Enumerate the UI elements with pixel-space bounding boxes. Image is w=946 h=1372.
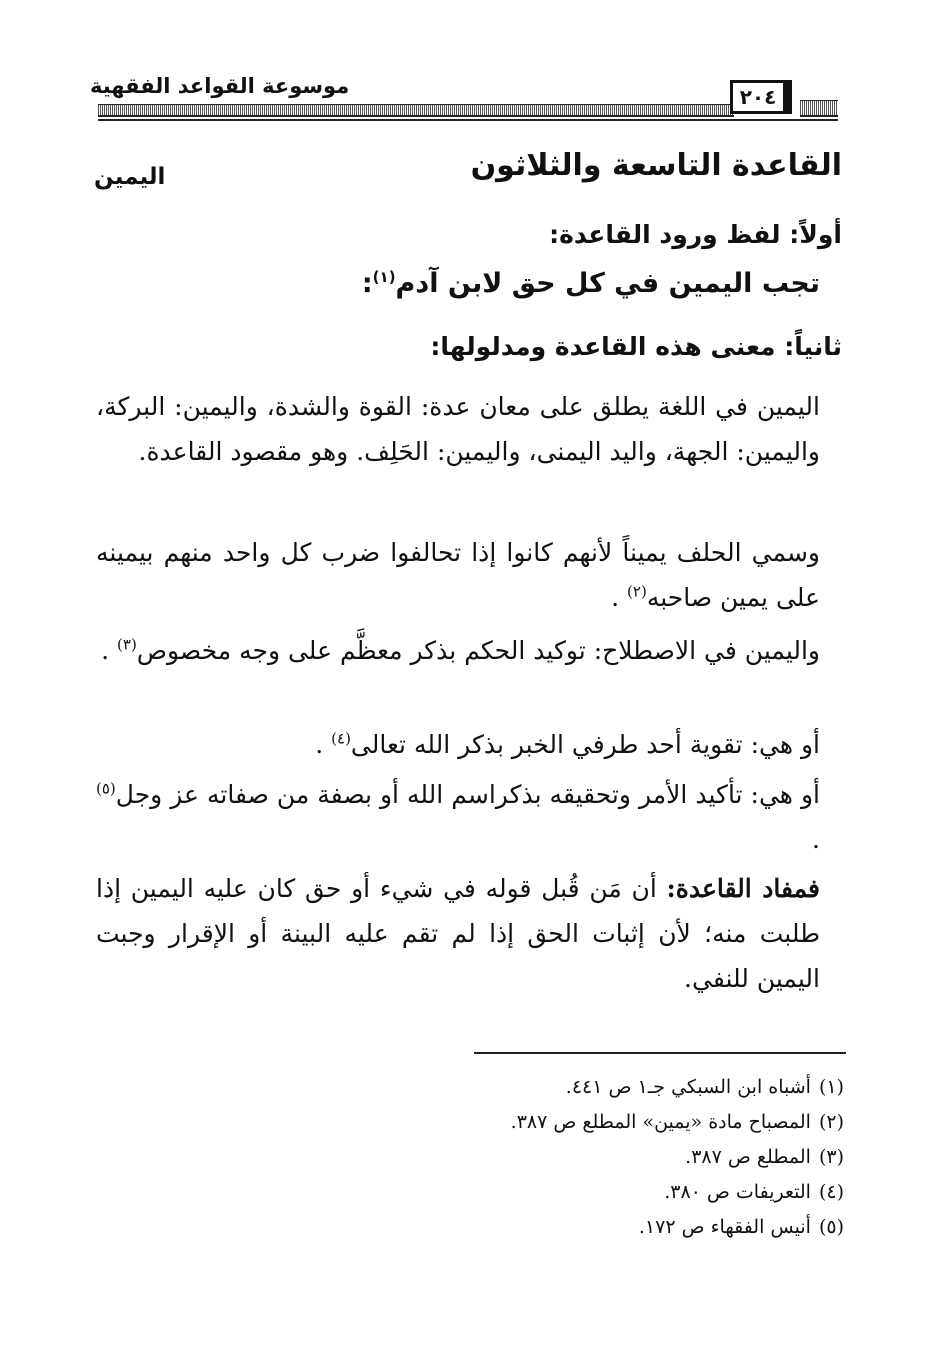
rule-topic: اليمين [94,164,166,190]
paragraph-technical-definition [96,628,820,673]
paragraph-rule-import-lead: فمفاد القاعدة: [666,874,821,903]
footnote-number: (٣) [818,1146,844,1168]
footnote-item [404,1140,844,1175]
footnote-list [404,1070,844,1245]
paragraph-definition-3-end: . [812,825,820,854]
paragraph-naming-end: . [611,583,620,612]
paragraph-definition-2 [96,722,820,767]
footnote-text: المصباح مادة «يمين» المطلع ص ٣٨٧. [510,1111,811,1133]
footnote-ref-3: (٣) [117,635,137,654]
paragraph-rule-import [96,866,820,1001]
footnote-item [404,1175,844,1210]
footnote-number: (٢) [818,1111,844,1133]
header-underline [98,119,838,121]
footnote-text: المطلع ص ٣٨٧. [685,1146,811,1168]
paragraph-definition-3-text: أو هي: تأكيد الأمر وتحقيقه بذكراسم الله أو بصفة من صفاته عز وجل [115,780,820,809]
paragraph-technical-definition-end: . [101,636,110,665]
paragraph-rule-import-text: أن مَن قُبل قوله في شيء أو حق كان عليه اليمين إذا طلبت منه؛ لأن إثبات الحق إذا لم تقم عليه البينة أو الإقرار وجبت اليمين للنفي. [96,874,820,993]
footnote-ref-5: (٥) [96,779,116,798]
running-header-title: موسوعة القواعد الفقهية [90,74,350,98]
page-number-box [730,80,792,114]
paragraph-naming [96,530,820,620]
footnote-number: (٤) [818,1181,844,1203]
page-number: ٢٠٤ [739,85,777,109]
paragraph-linguistic-meaning: اليمين في اللغة يطلق على معان عدة: القوة والشدة، واليمين: البركة، واليمين: الجهة، واليد اليمنى، واليمين: الحَلِف. وهو مقصود القاعدة. [96,392,820,466]
paragraph-definition-2-text: أو هي: تقوية أحد طرفي الخبر بذكر الله تعالى [350,730,820,759]
paragraph-technical-definition-text: واليمين في الاصطلاح: توكيد الحكم بذكر معظَّم على وجه مخصوص [136,636,820,665]
paragraph-naming-text: وسمي الحلف يميناً لأنهم كانوا إذا تحالفوا ضرب كل واحد منهم بيمينه على يمين صاحبه [96,538,820,612]
footnote-item [404,1070,844,1105]
footnote-ref-4: (٤) [331,729,351,748]
footnote-number: (٥) [818,1216,844,1238]
paragraph-definition-2-end: . [315,730,324,759]
footnote-item [404,1210,844,1245]
paragraph-definition-3 [96,772,820,862]
rule-statement [362,268,820,299]
footnote-text: أشباه ابن السبكي جـ١ ص ٤٤١. [565,1076,811,1098]
rule-statement-end: : [361,268,373,299]
footnote-separator [474,1052,846,1054]
rule-title: القاعدة التاسعة والثلاثون [470,148,842,183]
footnote-ref-1: (١) [372,268,396,286]
footnote-item [404,1105,844,1140]
section-1-heading: أولاً: لفظ ورود القاعدة: [549,220,842,249]
section-2-heading: ثانياً: معنى هذه القاعدة ومدلولها: [430,332,842,361]
footnote-text: أنيس الفقهاء ص ١٧٢. [638,1216,811,1238]
rule-statement-text: تجب اليمين في كل حق لابن آدم [395,268,820,299]
footnote-number: (١) [818,1076,844,1098]
footnote-text: التعريفات ص ٣٨٠. [664,1181,811,1203]
header-hatched-rule [98,104,734,117]
header-hatched-tab [800,100,838,117]
footnote-ref-2: (٢) [627,582,647,601]
